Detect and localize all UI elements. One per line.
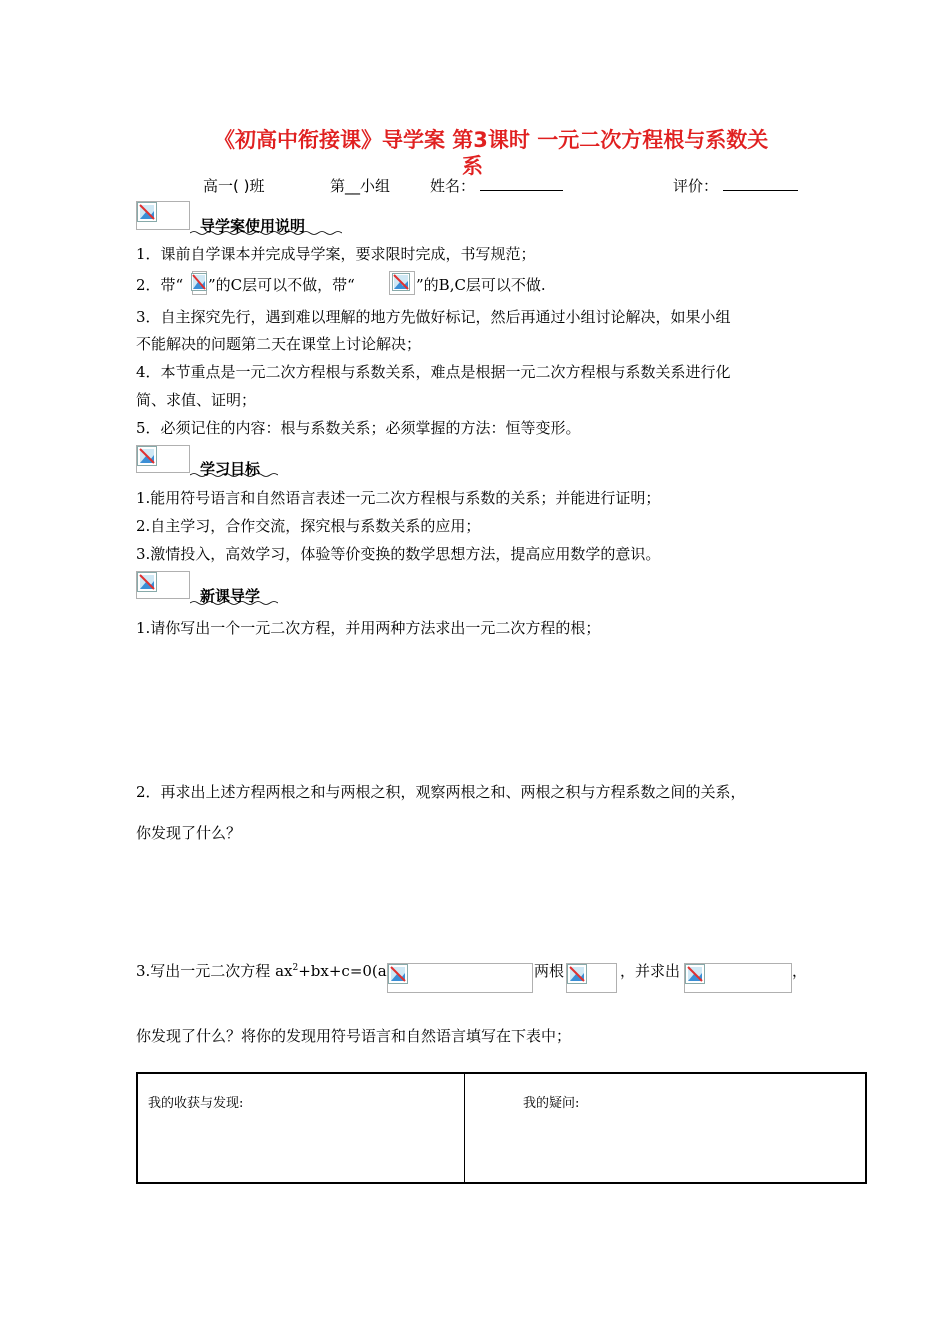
q3-part-b: +bx+c=0(a	[298, 962, 387, 980]
usage-item-5: 5．必须记住的内容：根与系数关系；必须掌握的方法：恒等变形。	[136, 419, 581, 437]
section-heading-new-lesson: 新课导学	[200, 587, 261, 605]
broken-image-icon	[191, 273, 207, 291]
goal-item-3: 3.激情投入，高效学习，体验等价变换的数学思想方法，提高应用数学的意识。	[136, 545, 661, 563]
name-blank[interactable]	[480, 190, 563, 191]
section-image-frame	[136, 445, 190, 473]
question-3	[136, 960, 387, 981]
usage-item-2a: 2．带“	[136, 276, 184, 294]
question-2-cont: 你发现了什么？	[136, 824, 242, 842]
goal-item-1: 1.能用符号语言和自然语言表述一元二次方程根与系数的关系；并能进行证明；	[136, 489, 661, 507]
goal-item-2: 2.自主学习，合作交流，探究根与系数关系的应用；	[136, 517, 481, 535]
section-image-frame	[136, 201, 190, 230]
icon-frame	[389, 271, 415, 295]
usage-item-1: 1．课前自学课本并完成导学案，要求限时完成，书写规范；	[136, 245, 536, 263]
formula-image-frame	[566, 963, 617, 993]
usage-item-3-cont: 不能解决的问题第二天在课堂上讨论解决；	[136, 335, 422, 353]
wavy-underline	[190, 600, 278, 606]
broken-image-icon	[392, 273, 410, 291]
formula-image-frame	[684, 963, 792, 993]
page-title-cont: 系	[462, 154, 483, 178]
broken-image-icon	[685, 964, 705, 984]
questions-cell[interactable]	[465, 1073, 867, 1183]
notes-table	[136, 1072, 867, 1184]
usage-item-3: 3．自主探究先行，遇到难以理解的地方先做好标记，然后再通过小组讨论解决，如果小组	[136, 308, 731, 326]
wavy-underline	[190, 472, 278, 478]
broken-image-icon	[137, 446, 157, 466]
icon-frame	[192, 271, 207, 295]
formula-image-frame	[387, 963, 533, 993]
q3-superscript: 2	[292, 963, 299, 973]
usage-item-4-cont: 简、求值、证明；	[136, 391, 257, 409]
q3-part-c: 两根	[534, 962, 565, 980]
usage-item-2b: ”的C层可以不做，带“	[208, 276, 355, 294]
q3-part-a: 3.写出一元二次方程 ax	[136, 962, 293, 980]
table-row	[137, 1073, 866, 1183]
broken-image-icon	[137, 572, 157, 592]
section-heading-usage: 导学案使用说明	[200, 217, 306, 235]
group-label: 第__小组	[330, 177, 391, 195]
name-label: 姓名：	[430, 177, 476, 195]
gains-cell[interactable]	[137, 1073, 465, 1183]
question-2: 2．再求出上述方程两根之和与两根之积，观察两根之和、两根之积与方程系数之间的关系，	[136, 783, 746, 801]
q3-part-d: ，并求出	[620, 962, 681, 980]
broken-image-icon	[137, 202, 157, 222]
gains-label: 我的收获与发现:	[148, 1096, 244, 1111]
wavy-underline	[190, 230, 342, 236]
usage-item-2c: ”的B,C层可以不做.	[416, 276, 546, 294]
questions-label: 我的疑问:	[523, 1096, 580, 1111]
broken-image-icon	[567, 964, 587, 984]
class-label: 高一( )班	[203, 177, 265, 195]
rating-blank[interactable]	[723, 190, 798, 191]
q3-part-e: ，	[792, 962, 808, 980]
section-image-frame	[136, 571, 190, 599]
page-title: 《初高中衔接课》导学案 第3课时 一元二次方程根与系数关	[214, 128, 769, 152]
question-1: 1.请你写出一个一元二次方程，并用两种方法求出一元二次方程的根；	[136, 619, 601, 637]
broken-image-icon	[388, 964, 408, 984]
rating-label: 评价：	[673, 177, 719, 195]
section-heading-goals: 学习目标	[200, 460, 261, 478]
usage-item-4: 4．本节重点是一元二次方程根与系数关系，难点是根据一元二次方程根与系数关系进行化	[136, 363, 731, 381]
question-3-cont: 你发现了什么？将你的发现用符号语言和自然语言填写在下表中；	[136, 1027, 572, 1045]
